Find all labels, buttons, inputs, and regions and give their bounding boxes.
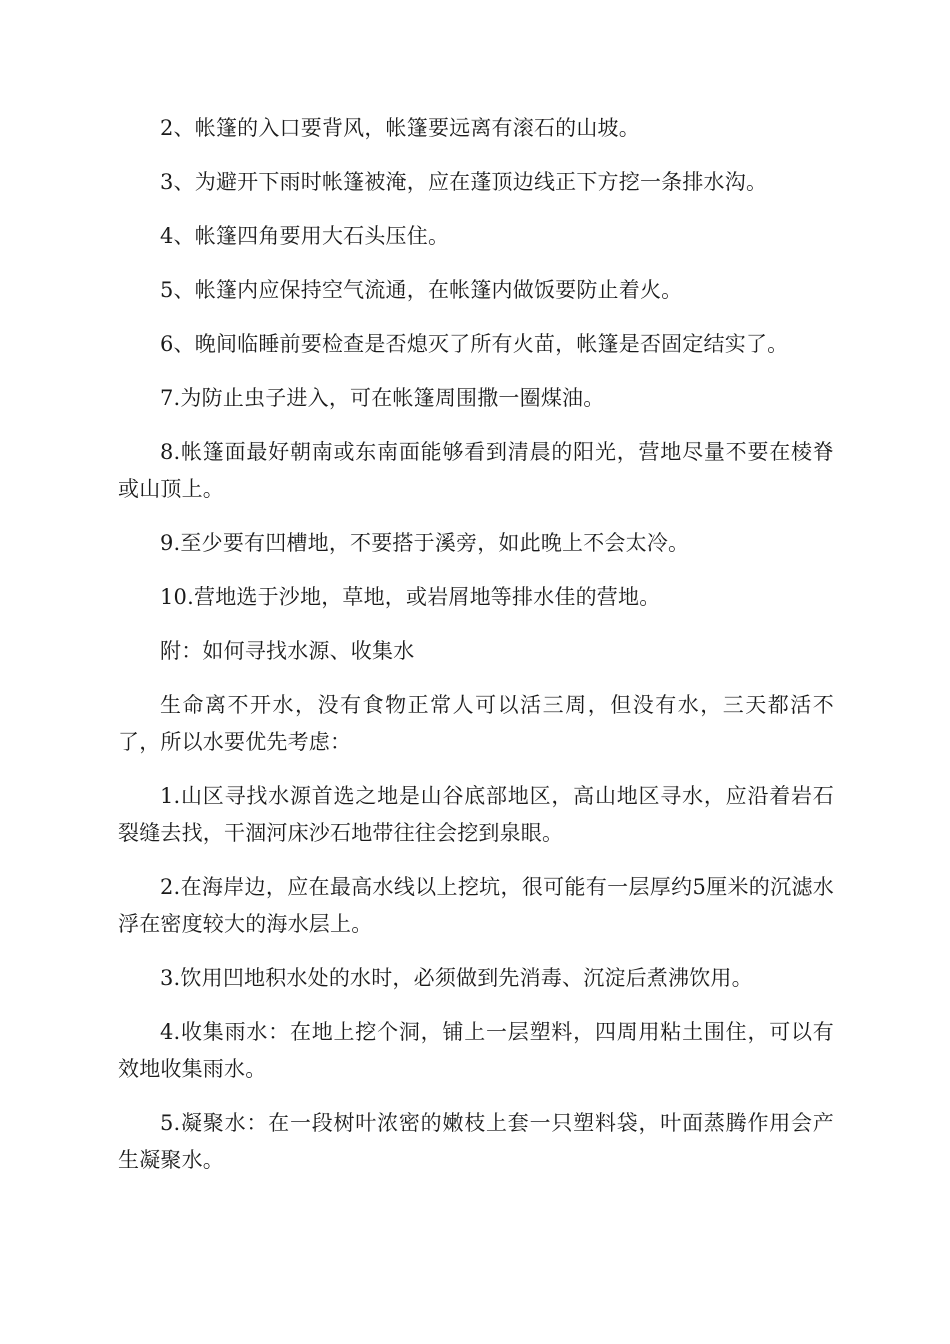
section-heading-water: 附：如何寻找水源、收集水 [160,639,415,663]
paragraph-ventilation: 5、帐篷内应保持空气流通，在帐篷内做饭要防止着火。 [160,278,683,302]
paragraph-water-intro: 生命离不开水，没有食物正常人可以活三周，但没有水，三天都活不了，所以水要优先考虑： [118,693,834,754]
paragraph-standing-water: 3.饮用凹地积水处的水时，必须做到先消毒、沉淀后煮沸饮用。 [160,966,753,990]
paragraph-insect-prevention: 7.为防止虫子进入，可在帐篷周围撒一圈煤油。 [160,386,605,410]
document-body [118,110,834,1196]
paragraph-hollow-ground: 9.至少要有凹槽地，不要搭于溪旁，如此晚上不会太冷。 [160,531,690,555]
paragraph-bedtime-check: 6、晚间临睡前要检查是否熄灭了所有火苗，帐篷是否固定结实了。 [160,332,789,356]
paragraph-drainage-ditch: 3、为避开下雨时帐篷被淹，应在蓬顶边线正下方挖一条排水沟。 [160,170,768,194]
paragraph-tent-entrance: 2、帐篷的入口要背风，帐篷要远离有滚石的山坡。 [160,116,640,140]
paragraph-condensation: 5.凝聚水：在一段树叶浓密的嫩枝上套一只塑料袋，叶面蒸腾作用会产生凝聚水。 [118,1111,834,1172]
paragraph-rain-collection: 4.收集雨水：在地上挖个洞，铺上一层塑料，四周用粘土围住，可以有效地收集雨水。 [118,1020,834,1081]
paragraph-tent-orientation: 8.帐篷面最好朝南或东南面能够看到清晨的阳光，营地尽量不要在棱脊或山顶上。 [118,440,834,501]
paragraph-campsite-ground: 10.营地选于沙地，草地，或岩屑地等排水佳的营地。 [160,585,661,609]
paragraph-tent-corners: 4、帐篷四角要用大石头压住。 [160,224,450,248]
paragraph-mountain-water: 1.山区寻找水源首选之地是山谷底部地区，高山地区寻水，应沿着岩石裂缝去找，干涸河床沙石地带往往会挖到泉眼。 [118,784,834,845]
paragraph-coastal-water: 2.在海岸边，应在最高水线以上挖坑，很可能有一层厚约5厘米的沉滤水浮在密度较大的海水层上。 [118,875,834,936]
